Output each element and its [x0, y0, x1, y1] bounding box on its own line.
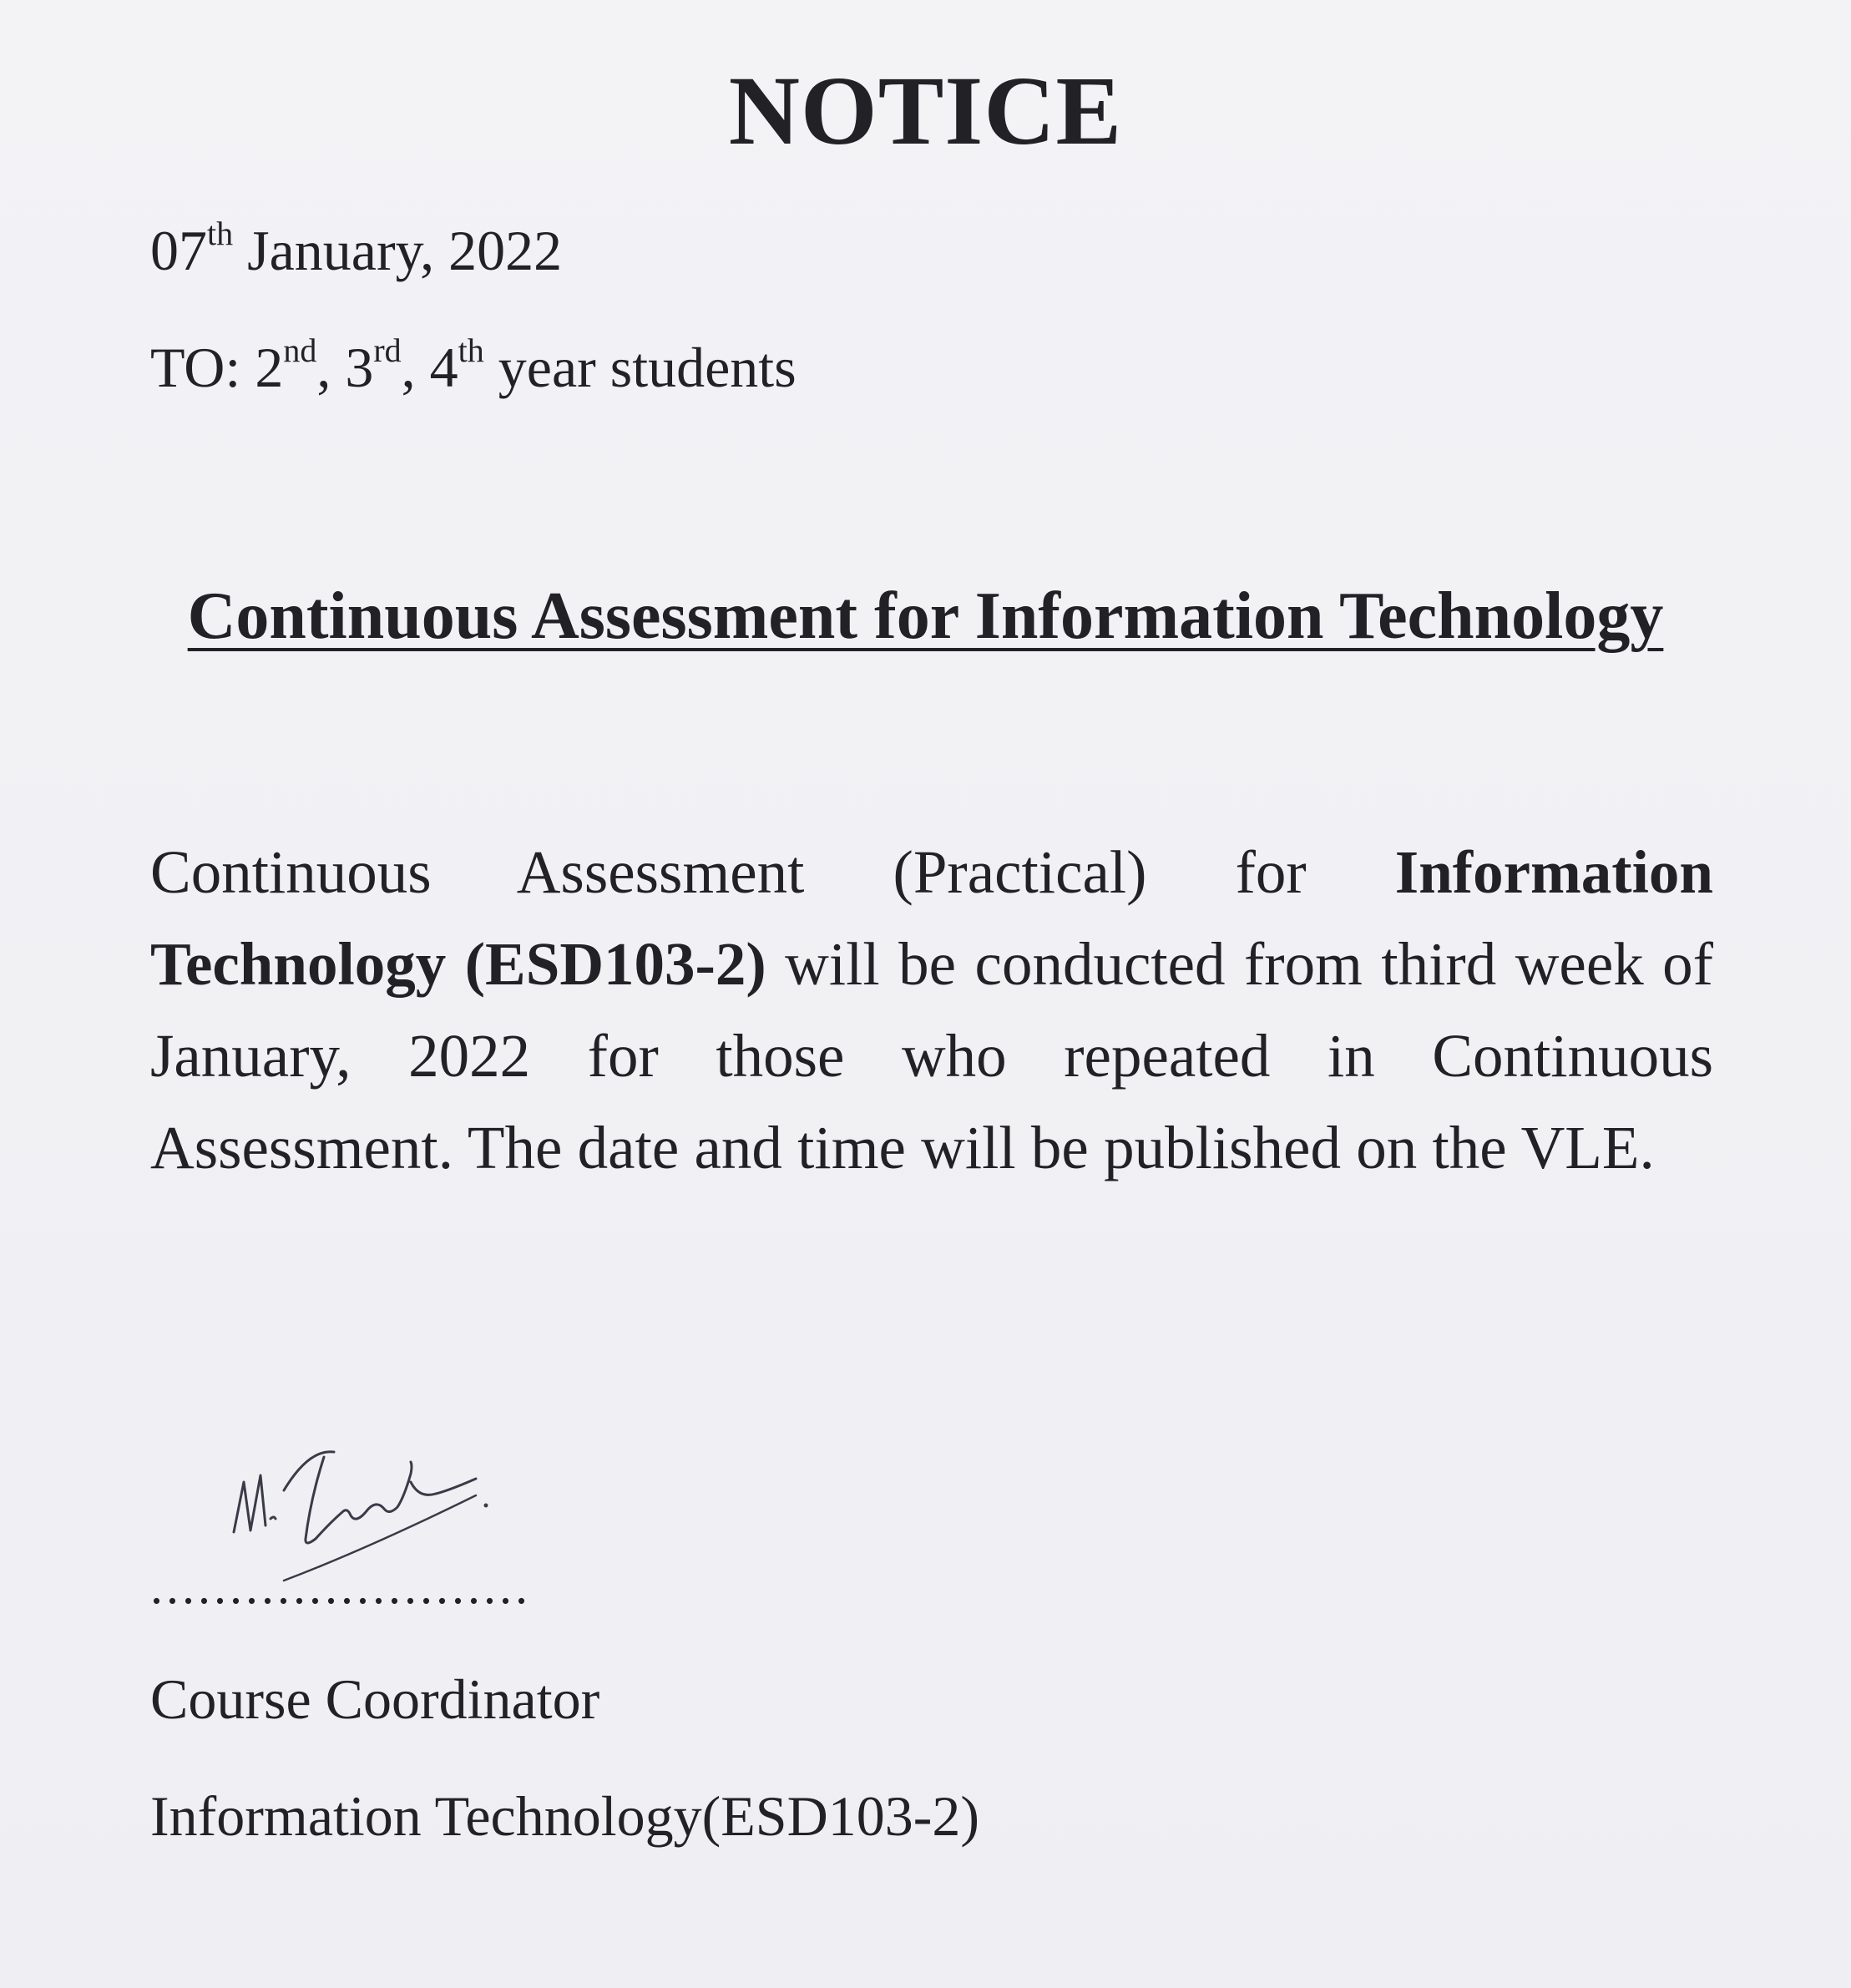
body-part-1: Continuous Assessment (Practical) for	[150, 838, 1395, 906]
year-3: 3	[345, 336, 374, 399]
to-tail: year students	[498, 336, 797, 399]
date-day: 07	[150, 219, 207, 282]
notice-recipients: TO: 2nd, 3rd, 4th year students	[150, 331, 797, 399]
signatory-role: Course Coordinator	[150, 1667, 600, 1731]
year-2: 2	[255, 336, 284, 399]
date-suffix: th	[207, 215, 234, 252]
year-4: 4	[429, 336, 458, 399]
body-bold-course: Information Technology (ESD103-2)	[150, 838, 1713, 998]
body-part-2: will be conducted from third week of January, 2022 for those who repeated in Continuous Assessment. The date and time will be published on the VLE.	[150, 930, 1713, 1181]
notice-title: NOTICE	[728, 56, 1123, 165]
year-2-suffix: nd	[283, 331, 317, 369]
signatory-department: Information Technology(ESD103-2)	[150, 1784, 980, 1848]
year-3-suffix: rd	[373, 331, 402, 369]
year-4-suffix: th	[458, 331, 484, 369]
notice-heading: Continuous Assessment for Information Technology	[187, 579, 1664, 653]
to-prefix: TO:	[150, 336, 241, 399]
notice-date	[150, 217, 562, 286]
signature-line: ........................	[150, 1559, 531, 1614]
date-rest: January, 2022	[247, 219, 563, 282]
notice-body	[150, 827, 1713, 1194]
